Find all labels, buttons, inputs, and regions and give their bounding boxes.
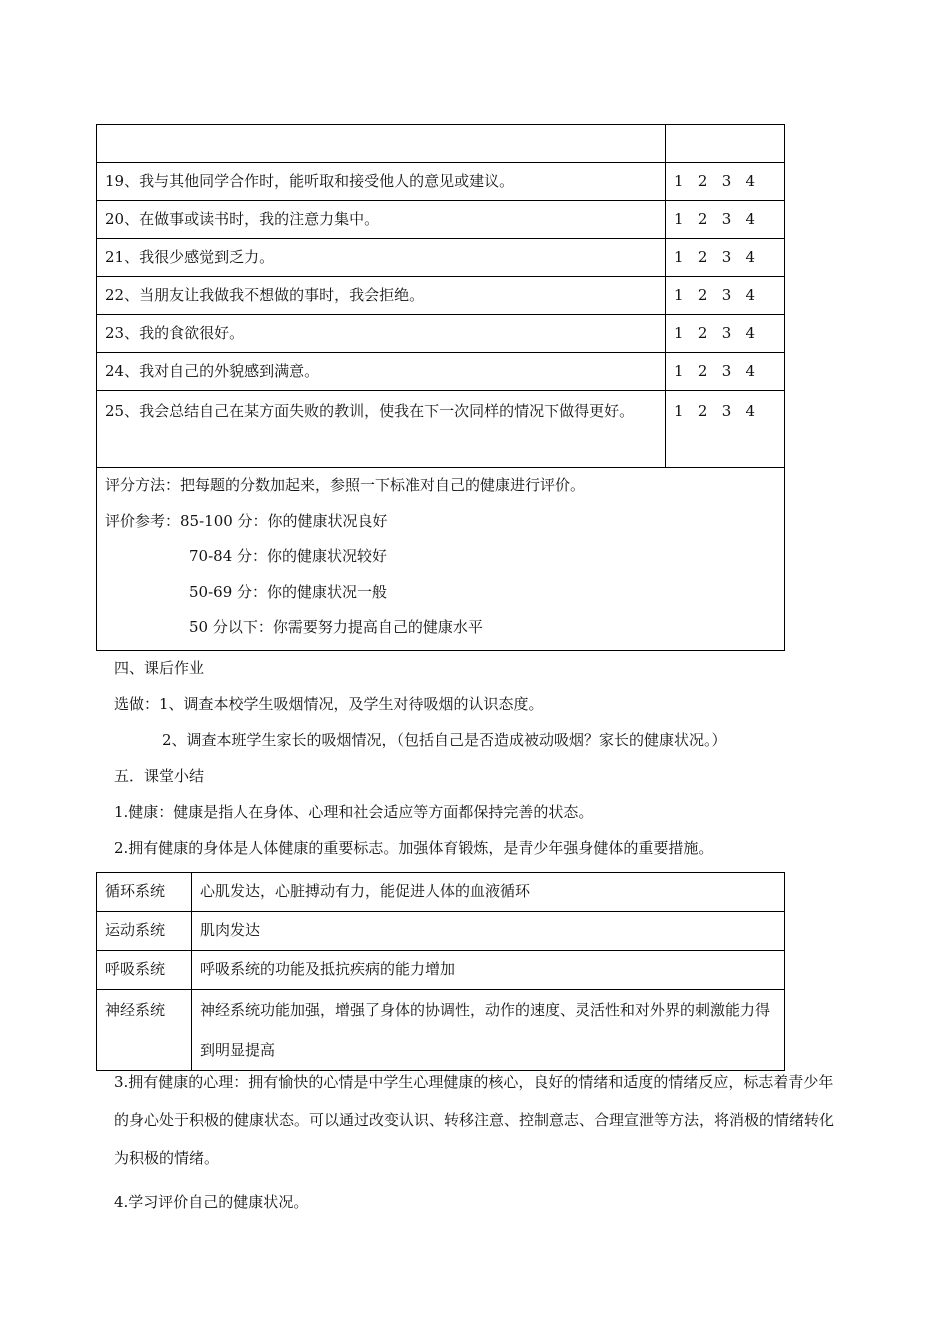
table-row	[97, 163, 785, 201]
evaluation-level: 50 分以下：你需要努力提高自己的健康水平	[189, 618, 483, 636]
system-description: 神经系统功能加强，增强了身体的协调性，动作的速度、灵活性和对外界的刺激能力得到明显提高	[192, 990, 785, 1071]
evaluation-row	[97, 468, 785, 651]
system-name: 呼吸系统	[97, 951, 192, 990]
summary-point: 1.健康：健康是指人在身体、心理和社会适应等方面都保持完善的状态。	[114, 803, 594, 821]
question-cell: 24、我对自己的外貌感到满意。	[97, 353, 666, 391]
homework-item: 2、调查本班学生家长的吸烟情况，（包括自己是否造成被动吸烟？家长的健康状况。）	[162, 731, 727, 749]
homework-item: 选做：1、调查本校学生吸烟情况，及学生对待吸烟的认识态度。	[114, 695, 544, 713]
table-row	[97, 353, 785, 391]
table-row	[97, 990, 785, 1071]
table-row	[97, 125, 785, 163]
score-cell: 1 2 3 4	[666, 277, 785, 315]
score-cell: 1 2 3 4	[666, 353, 785, 391]
scoring-method: 评分方法：把每题的分数加起来，参照一下标准对自己的健康进行评价。	[105, 476, 586, 494]
table-row	[97, 912, 785, 951]
system-name: 循环系统	[97, 873, 192, 912]
system-name: 神经系统	[97, 990, 192, 1071]
question-cell: 22、当朋友让我做我不想做的事时，我会拒绝。	[97, 277, 666, 315]
score-cell: 1 2 3 4	[666, 391, 785, 468]
summary-point: 4.学习评价自己的健康状况。	[114, 1193, 309, 1211]
health-survey-table	[96, 124, 785, 651]
evaluation-level: 70-84 分：你的健康状况较好	[189, 547, 388, 565]
system-description: 心肌发达，心脏搏动有力，能促进人体的血液循环	[192, 873, 785, 912]
system-description: 呼吸系统的功能及抵抗疾病的能力增加	[192, 951, 785, 990]
evaluation-cell	[97, 468, 785, 651]
system-description: 肌肉发达	[192, 912, 785, 951]
homework-heading: 四、课后作业	[114, 659, 205, 677]
question-cell: 21、我很少感觉到乏力。	[97, 239, 666, 277]
question-cell: 20、在做事或读书时，我的注意力集中。	[97, 201, 666, 239]
question-cell	[97, 125, 666, 163]
table-row	[97, 315, 785, 353]
evaluation-reference: 评价参考：85-100 分：你的健康状况良好	[105, 511, 388, 530]
summary-point: 2.拥有健康的身体是人体健康的重要标志。加强体育锻炼，是青少年强身健体的重要措施。	[114, 839, 714, 857]
table-row	[97, 951, 785, 990]
score-cell: 1 2 3 4	[666, 315, 785, 353]
body-systems-table	[96, 872, 785, 1071]
table-row	[97, 277, 785, 315]
evaluation-level: 50-69 分：你的健康状况一般	[189, 582, 388, 601]
summary-point: 3.拥有健康的心理：拥有愉快的心情是中学生心理健康的核心，良好的情绪和适度的情绪反应，标志着青少年的身心处于积极的健康状态。可以通过改变认识、转移注意、控制意志、合理宣泄等方法，将消极的情绪转化为积极的情绪。	[114, 1073, 835, 1167]
table-row	[97, 873, 785, 912]
system-name: 运动系统	[97, 912, 192, 951]
question-cell: 19、我与其他同学合作时，能听取和接受他人的意见或建议。	[97, 163, 666, 201]
table-row	[97, 239, 785, 277]
question-cell: 25、我会总结自己在某方面失败的教训，使我在下一次同样的情况下做得更好。	[97, 391, 666, 468]
score-cell	[666, 125, 785, 163]
summary-heading: 五．课堂小结	[114, 767, 205, 785]
table-row	[97, 201, 785, 239]
score-cell: 1 2 3 4	[666, 163, 785, 201]
question-cell: 23、我的食欲很好。	[97, 315, 666, 353]
score-cell: 1 2 3 4	[666, 201, 785, 239]
score-cell: 1 2 3 4	[666, 239, 785, 277]
table-row	[97, 391, 785, 468]
